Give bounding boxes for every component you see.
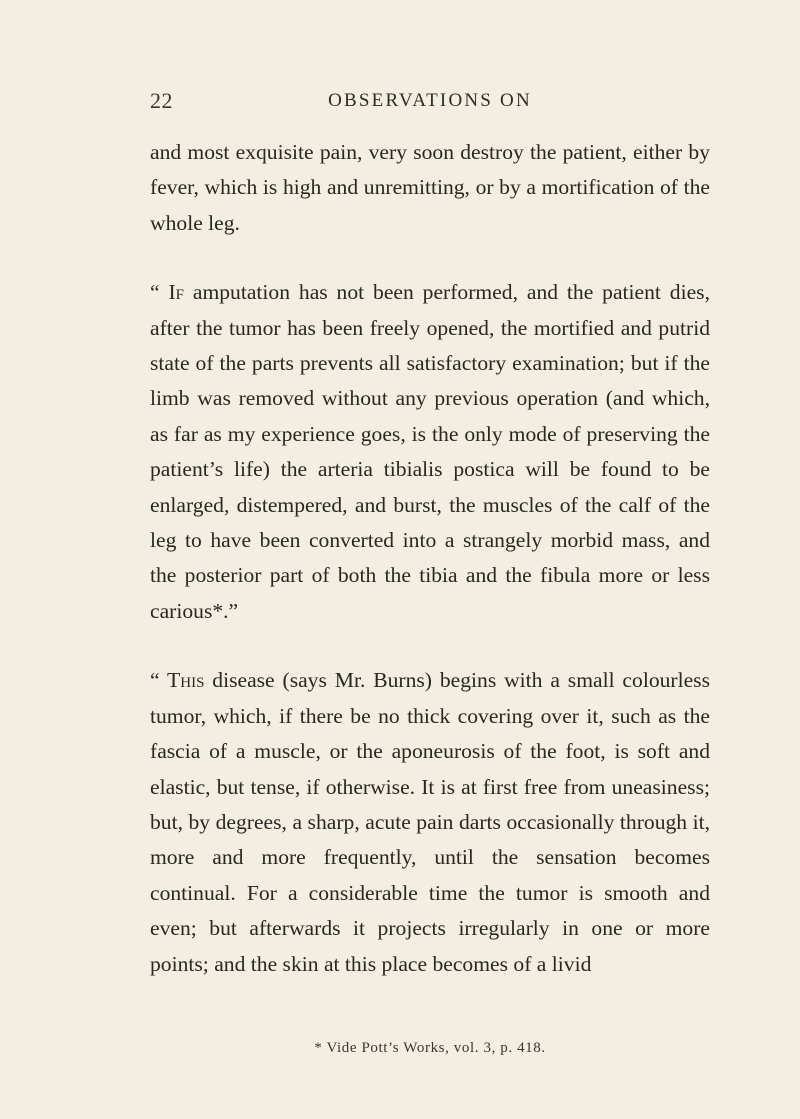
paragraph-3-text: disease (says Mr. Burns) begins with a small colourless tumor, which, if there be no thick covering over it, such as the fascia of a muscle, or the aponeurosis of the foot, is soft and elastic, but tense, if otherwise. It is at first free from uneasiness; but, by degrees, a sharp, acute pain darts occasionally through it, more and more frequently, until the sensation becomes continual. For a considerable time the tumor is smooth and even; but afterwards it projects irregularly in one or more points; and the skin at this place becomes of a livid [150, 668, 710, 976]
paragraph-1 [150, 135, 710, 241]
page-header [150, 88, 710, 128]
paragraph-2 [150, 275, 710, 629]
paragraph-3-lead: “ This [150, 668, 205, 693]
page-number: 22 [150, 88, 173, 113]
paragraph-3 [150, 663, 710, 982]
running-head: OBSERVATIONS ON [328, 90, 532, 111]
body-text [150, 135, 710, 982]
paragraph-2-text: amputation has not been performed, and the patient dies, after the tumor has been freely opened, the mortified and putrid state of the parts prevents all satisfactory examination; but if the limb was removed without any previous operation (and which, as far as my experience goes, is the only mode of preserving the patient’s life) the arteria tibialis postica will be found to be enlarged, distempered, and burst, the muscles of the calf of the leg to have been converted into a strangely morbid mass, and the posterior part of both the tibia and the fibula more or less carious*.” [150, 280, 710, 623]
paragraph-1-text: and most exquisite pain, very soon destroy the patient, either by fever, which is high and unremitting, or by a mortification of the whole leg. [150, 140, 710, 235]
footnote: * Vide Pott’s Works, vol. 3, p. 418. [314, 1040, 546, 1056]
paragraph-2-lead: “ If [150, 280, 184, 305]
